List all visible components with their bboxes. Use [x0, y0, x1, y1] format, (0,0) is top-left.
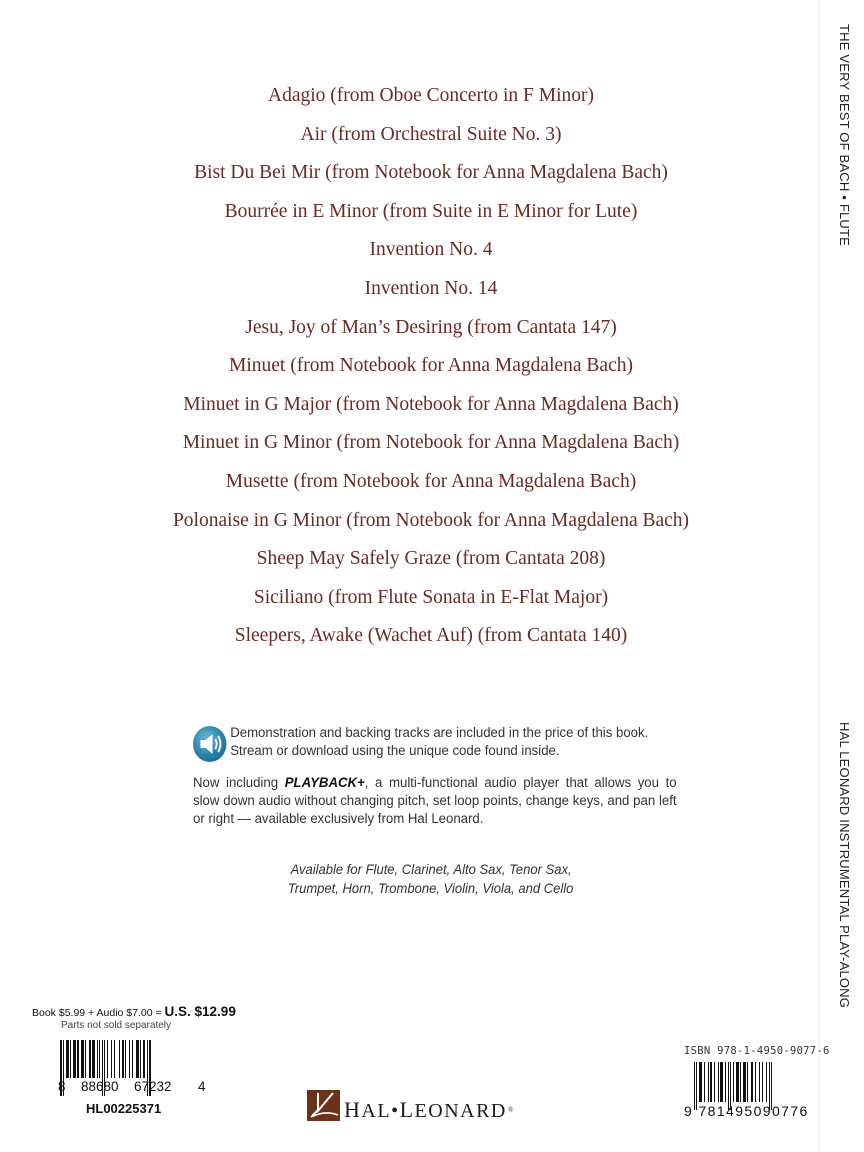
- upc-check-digit: 4: [198, 1079, 206, 1094]
- song-title: Jesu, Joy of Man’s Desiring (from Cantata 147): [245, 316, 617, 338]
- song-title: Polonaise in G Minor (from Notebook for Anna Magdalena Bach): [172, 509, 690, 531]
- audio-description-line1: Demonstration and backing tracks are included in the price of this book.: [230, 725, 649, 741]
- publisher-name-eonard: EONARD: [414, 1100, 507, 1122]
- isbn-digits: [684, 1103, 809, 1119]
- price-line: [32, 1004, 242, 1019]
- publisher-name-al: AL: [361, 1100, 392, 1122]
- song-title: Bourrée in E Minor (from Suite in E Minor for Lute): [224, 200, 638, 222]
- isbn-number: 781495090776: [698, 1103, 809, 1119]
- price-breakdown: Book $5.99 + Audio $7.00 =: [32, 1007, 165, 1019]
- isbn-first-digit: 9: [684, 1103, 694, 1119]
- availability-line2: Trumpet, Horn, Trombone, Violin, Viola, and Cello: [288, 880, 574, 896]
- song-title: Adagio (from Oboe Concerto in F Minor): [267, 85, 595, 106]
- song-title: Siciliano (from Flute Sonata in E-Flat Major): [253, 586, 609, 608]
- song-list: [0, 77, 862, 656]
- song-title: Sleepers, Awake (Wachet Auf) (from Cantata 140): [234, 625, 628, 647]
- playback-rest: , a multi-functional audio player that allows you to slow down audio without changing pitch, set loop points, change keys, and pan left or right — available exclusively from Hal Leonard.: [193, 775, 677, 827]
- spine-series: HAL LEONARD INSTRUMENTAL PLAY-ALONG: [837, 722, 852, 1009]
- song-title: Invention No. 14: [364, 277, 498, 299]
- price-total: U.S. $12.99: [164, 1004, 236, 1019]
- song-title: Sheep May Safely Graze (from Cantata 208): [256, 548, 606, 570]
- publisher-separator: •: [391, 1100, 400, 1122]
- song-title: Minuet in G Minor (from Notebook for Anna Magdalena Bach): [182, 432, 680, 454]
- upc-right-digits: 67232: [134, 1079, 172, 1094]
- speaker-icon: [193, 726, 226, 762]
- spine-title: THE VERY BEST OF BACH • FLUTE: [837, 24, 852, 247]
- playback-description: [193, 774, 677, 828]
- registered-mark: ®: [507, 1106, 515, 1114]
- song-title: Minuet in G Major (from Notebook for Anna Magdalena Bach): [183, 393, 679, 415]
- publisher-name: [344, 1097, 515, 1122]
- hal-leonard-logo: [307, 1089, 515, 1121]
- song-title: Air (from Orchestral Suite No. 3): [300, 123, 562, 145]
- upc-left-digits: 88680: [81, 1079, 119, 1094]
- product-code: HL00225371: [86, 1101, 162, 1116]
- song-title: Invention No. 4: [369, 239, 493, 261]
- availability-note: [0, 860, 862, 898]
- isbn-label: ISBN 978-1-4950-9077-6: [684, 1045, 830, 1057]
- availability-line1: Available for Flute, Clarinet, Alto Sax, Tenor Sax,: [290, 861, 572, 877]
- parts-note: Parts not sold separately: [60, 1020, 172, 1031]
- playback-prefix: Now including: [193, 775, 285, 791]
- publisher-initial-h: H: [344, 1097, 362, 1122]
- song-title: Bist Du Bei Mir (from Notebook for Anna Magdalena Bach): [194, 162, 668, 184]
- publisher-initial-l: L: [399, 1097, 415, 1122]
- song-title: Minuet (from Notebook for Anna Magdalena Bach): [229, 355, 633, 377]
- upc-lead-digit: 8: [58, 1079, 66, 1094]
- audio-description-line2: Stream or download using the unique code found inside.: [230, 743, 560, 759]
- hal-leonard-mark-icon: [307, 1090, 340, 1121]
- playback-brand: PLAYBACK+: [284, 775, 365, 791]
- song-title: Musette (from Notebook for Anna Magdalena Bach): [225, 470, 637, 492]
- price-block: [32, 1004, 242, 1031]
